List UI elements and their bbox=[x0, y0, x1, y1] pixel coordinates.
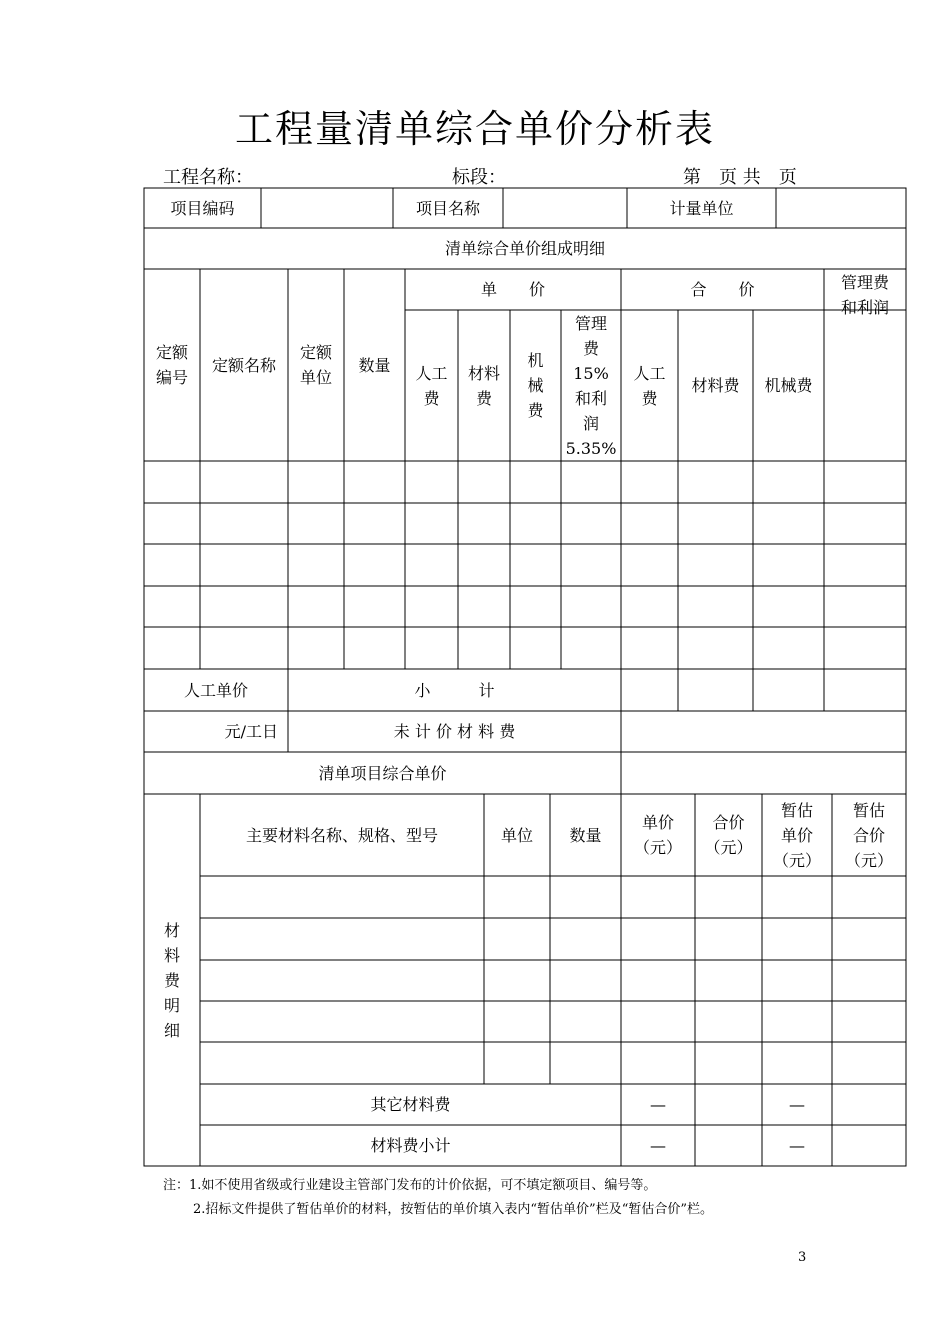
machine-fee-header: 机 械 费 bbox=[527, 351, 544, 420]
mgmt-profit-total-header: 管理费 和利润 bbox=[840, 273, 889, 317]
unit-header: 单位 bbox=[500, 825, 533, 845]
unit-measure-label: 计量单位 bbox=[669, 198, 734, 218]
note-1: 注：1.如不使用省级或行业建设主管部门发布的计价依据，可不填定额项目、编号等。 bbox=[163, 1178, 657, 1193]
item-code-value[interactable] bbox=[261, 188, 393, 228]
est-total-price-header: 暂估 合价 （元） bbox=[844, 800, 893, 870]
page-number: 3 bbox=[798, 1250, 807, 1265]
main-material-header: 主要材料名称、规格、型号 bbox=[245, 825, 438, 845]
other-material-est-price-dash: — bbox=[789, 1095, 805, 1114]
subtotal-label: 小 计 bbox=[414, 680, 495, 700]
note-2: 2.招标文件提供了暂估单价的材料，按暂估的单价填入表内“暂估单价”栏及“暂估合价”栏。 bbox=[193, 1202, 713, 1217]
material-fee-header: 材料 费 bbox=[467, 363, 500, 408]
total-price-header: 合 价 bbox=[690, 280, 755, 299]
material-subtotal-label: 材料费小计 bbox=[370, 1136, 451, 1155]
material-subtotal-est-price-dash: — bbox=[789, 1136, 805, 1155]
item-name-label: 项目名称 bbox=[415, 198, 480, 218]
material-fee-total-header: 材料费 bbox=[691, 376, 740, 395]
quota-name-header: 定额名称 bbox=[211, 355, 276, 375]
composition-detail-heading: 清单综合单价组成明细 bbox=[444, 239, 605, 258]
unit-price-header: 单 价 bbox=[480, 280, 545, 299]
mgmt-profit-rate-header: 管理 费 15% 和利 润 5.35% bbox=[565, 313, 617, 458]
quota-unit-header: 定额 单位 bbox=[299, 343, 332, 387]
unit-measure-value[interactable] bbox=[776, 188, 906, 228]
quantity2-header: 数量 bbox=[569, 825, 602, 845]
labor-unit-price-label: 人工单价 bbox=[183, 680, 248, 700]
section-label: 标段： bbox=[452, 167, 506, 188]
project-name-label: 工程名称： bbox=[163, 167, 253, 188]
page-title: 工程量清单综合单价分析表 bbox=[234, 107, 715, 151]
item-composite-price-label: 清单项目综合单价 bbox=[318, 763, 447, 783]
yuan-per-day-label: 元/工日 bbox=[224, 722, 278, 741]
labor-fee-total-header: 人工 费 bbox=[633, 363, 666, 408]
unit-price-yuan-header: 单价 （元） bbox=[633, 813, 682, 857]
unpriced-material-label: 未 计 价 材 料 费 bbox=[393, 722, 516, 741]
item-code-label: 项目编码 bbox=[170, 198, 235, 218]
page-label: 第 页 共 页 bbox=[683, 167, 797, 188]
est-unit-price-header: 暂估 单价 （元） bbox=[772, 800, 821, 870]
item-name-value[interactable] bbox=[503, 188, 627, 228]
quota-code-header: 定额 编号 bbox=[155, 343, 188, 387]
other-material-label: 其它材料费 bbox=[370, 1095, 451, 1114]
labor-fee-header: 人工 费 bbox=[415, 363, 448, 408]
total-price-yuan-header: 合价 （元） bbox=[704, 813, 753, 857]
quantity-header: 数量 bbox=[358, 355, 391, 375]
material-subtotal-unit-price-dash: — bbox=[650, 1136, 666, 1155]
other-material-unit-price-dash: — bbox=[650, 1095, 666, 1114]
material-detail-label: 材 料 费 明 细 bbox=[163, 920, 180, 1040]
machine-fee-total-header: 机械费 bbox=[764, 376, 813, 395]
